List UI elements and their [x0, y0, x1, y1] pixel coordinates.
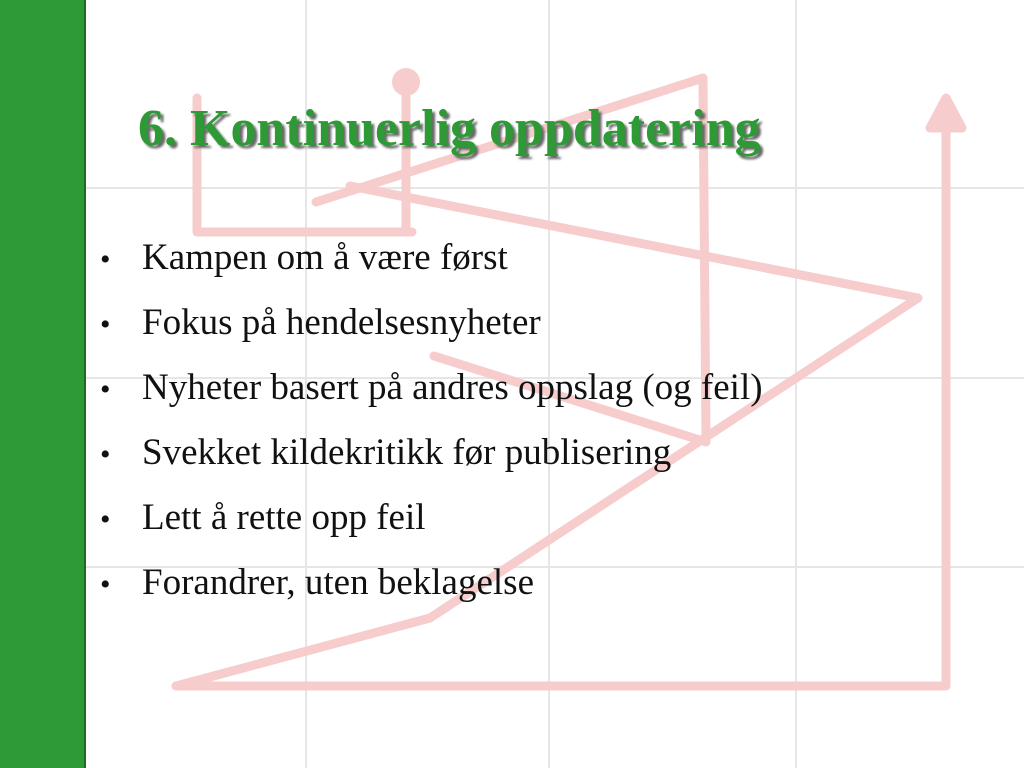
bullet-text: Kampen om å være først [142, 237, 508, 278]
bullet-item [100, 301, 763, 366]
bullet-icon: • [100, 568, 111, 601]
bullet-icon: • [100, 503, 111, 536]
bullet-icon: • [100, 438, 111, 471]
bullet-text: Svekket kildekritikk før publisering [142, 432, 672, 473]
bullet-icon: • [100, 243, 111, 276]
bullet-text: Fokus på hendelsesnyheter [142, 302, 541, 343]
bullet-item [100, 496, 763, 561]
bullet-item [100, 561, 763, 626]
bullet-text: Lett å rette opp feil [142, 497, 426, 538]
bullet-icon: • [100, 373, 111, 406]
bullet-item [100, 431, 763, 496]
slide-title: 6. Kontinuerlig oppdatering [138, 100, 761, 157]
bullet-icon: • [100, 308, 111, 341]
bullet-text: Forandrer, uten beklagelse [142, 562, 535, 603]
bullet-item [100, 366, 763, 431]
bullet-list [100, 236, 763, 626]
left-accent-bar [0, 0, 86, 768]
bullet-item [100, 236, 763, 301]
bullet-text: Nyheter basert på andres oppslag (og feil) [142, 367, 763, 408]
